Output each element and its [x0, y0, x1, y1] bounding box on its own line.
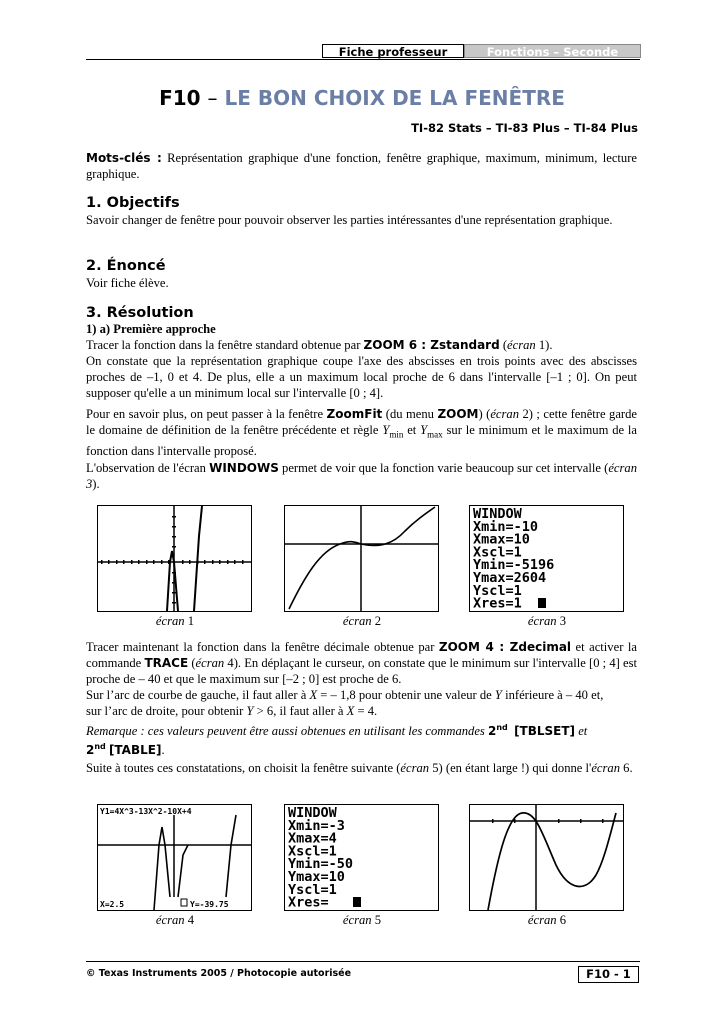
- p4-text-f: = – 1,8 pour obtenir une valeur de: [317, 688, 495, 702]
- zoom-zdecimal-command: ZOOM 4 : Zdecimal: [438, 640, 572, 654]
- caption-ecran-6: écran 6: [527, 913, 567, 927]
- caption-ecran-4: écran 4: [155, 913, 195, 927]
- p1-text-a: Tracer la fonction dans la fenêtre standard obtenue par: [86, 338, 364, 352]
- ymax-subscript: max: [427, 429, 443, 440]
- caption-ecran-5: écran 5: [342, 913, 382, 927]
- calculator-models: TI-82 Stats – TI-83 Plus – TI-84 Plus: [411, 121, 638, 135]
- p2-ecran: écran: [490, 407, 520, 421]
- p5-text-a: Suite à toutes ces constatations, on choisit la fenêtre suivante (: [86, 761, 401, 775]
- p4-text-g: inférieure à – 40 et,: [501, 688, 604, 702]
- window-line: Xscl=1: [473, 544, 522, 561]
- remark-paragraph: [86, 720, 637, 758]
- window-line: WINDOW: [473, 506, 522, 522]
- p5-ecran2: écran: [591, 761, 620, 775]
- section-enonce-text: Voir fiche élève.: [86, 276, 169, 290]
- key-2nd-b-sup: nd: [94, 742, 106, 752]
- p4-text-h: sur l’arc de droite, pour obtenir: [86, 704, 247, 718]
- calculator-screen-6: [469, 804, 624, 911]
- svg-text:X=2.5: X=2.5: [100, 900, 125, 909]
- window-line: Ymax=2604: [473, 570, 547, 586]
- p1-ecran: écran: [507, 338, 536, 352]
- window-line: Xmax=4: [288, 830, 337, 847]
- p5-text-b: 5) (en étant large !) qui donne l': [429, 761, 592, 775]
- calculator-screen-3-window: [469, 505, 624, 612]
- p3-ecran: écran 3: [86, 461, 638, 491]
- key-2nd-sup: nd: [496, 723, 508, 732]
- p3-text-c: ).: [92, 477, 100, 491]
- zoom-zstandard-command: ZOOM 6 : Zstandard: [363, 338, 500, 352]
- p4-text-c: (: [188, 656, 196, 670]
- title-dash: –: [207, 86, 218, 110]
- title-text: LE BON CHOIX DE LA FENÊTRE: [224, 86, 565, 110]
- window-line: Yscl=1: [288, 881, 337, 898]
- p4-x1: X: [309, 688, 318, 702]
- p3-text-b: permet de voir que la fonction varie beaucoup sur cet intervalle (: [278, 461, 609, 475]
- p1-text-d: On constate que la représentation graphique coupe l'axe des abscisses en trois points avec des abscisses proches de –1, 0 et 4. De plus, elle a un maximum local proche de 6 dans l'intervalle [–1 ; 0]. On peut supposer qu'elle a un minimum local sur l'intervalle [0 ; 4].: [86, 354, 637, 400]
- windows-command: WINDOWS: [209, 461, 279, 475]
- paragraph-zdecimal: [86, 639, 637, 719]
- paragraph-windows: [86, 460, 637, 492]
- p1-text-b: (: [499, 338, 508, 352]
- key-table: [TABLE]: [108, 743, 162, 758]
- calculator-screen-1: [97, 505, 252, 612]
- paragraph-choice-window: [86, 760, 637, 776]
- caption-ecran-3: écran 3: [527, 614, 567, 628]
- footer-divider: [86, 961, 640, 962]
- window-line: WINDOW: [288, 805, 337, 821]
- footer-page-number: F10 - 1: [578, 966, 639, 983]
- p4-y1: Y: [494, 688, 502, 702]
- p2-text-f: sur le minimum et le maximum de la fonction dans l'intervalle proposé.: [86, 423, 638, 458]
- key-tblset: [TBLSET]: [514, 724, 576, 739]
- svg-text:Y1=4X^3-13X^2-10X+4: Y1=4X^3-13X^2-10X+4: [100, 807, 192, 816]
- header-tag-fiche: Fiche professeur: [322, 44, 464, 58]
- caption-ecran-2: écran 2: [342, 614, 382, 628]
- calculator-screen-5-window: [284, 804, 439, 911]
- keywords-text: Représentation graphique d'une fonction, fenêtre graphique, maximum, minimum, lecture graphique.: [86, 151, 638, 181]
- p4-ecran: écran: [195, 656, 225, 670]
- p4-text-i: > 6, il faut aller à: [253, 704, 347, 718]
- p2-text-c: ) (: [478, 407, 491, 421]
- paragraph-zstandard: [86, 337, 637, 401]
- calculator-screen-4-trace: [97, 804, 252, 911]
- remark-text-a: Remarque : ces valeurs peuvent être aussi obtenues en utilisant les commandes: [86, 724, 488, 739]
- calculator-screen-2: [284, 505, 439, 612]
- section-enonce-title: 2. Énoncé: [86, 258, 166, 274]
- p2-text-e: et: [403, 423, 421, 437]
- p1-text-c: 1).: [535, 338, 553, 352]
- remark-text-c: .: [161, 743, 165, 758]
- p2-text-b: (du menu: [382, 407, 438, 421]
- window-line: Xmax=10: [473, 531, 530, 548]
- trace-command: TRACE: [144, 656, 189, 670]
- zoom-command: ZOOM: [437, 407, 479, 421]
- window-line: Xmin=-3: [288, 817, 345, 834]
- p4-text-b: et activer la commande: [86, 640, 637, 670]
- key-2nd: 2: [487, 724, 497, 739]
- zoomfit-command: ZoomFit: [326, 407, 383, 421]
- window-line: Yscl=1: [473, 582, 522, 599]
- window-line: Ymin=-5196: [473, 557, 555, 574]
- section-resolution-title: 3. Résolution: [86, 305, 194, 321]
- header-divider: [86, 59, 640, 60]
- window-line: Ymax=10: [288, 869, 345, 885]
- p2-text-a: Pour en savoir plus, on peut passer à la fenêtre: [86, 407, 327, 421]
- page-title: [0, 86, 724, 110]
- subsection-first-approach: 1) a) Première approche: [86, 322, 216, 336]
- footer-copyright: © Texas Instruments 2005 / Photocopie autorisée: [86, 968, 352, 979]
- section-objectifs-title: 1. Objectifs: [86, 195, 180, 211]
- p4-text-j: = 4.: [354, 704, 378, 718]
- p4-text-e: Sur l’arc de courbe de gauche, il faut aller à: [86, 688, 310, 702]
- p4-text-d: 4). En déplaçant le curseur, on constate que le minimum sur l'intervalle [0 ; 4] est proche de – 40 et que le maximum sur [–2 ; 0] est proche de 6.: [86, 656, 637, 686]
- p4-text-a: Tracer maintenant la fonction dans la fenêtre décimale obtenue par: [86, 640, 439, 654]
- key-2nd-b: 2: [86, 743, 95, 758]
- title-code: F10: [159, 86, 201, 110]
- ymax-symbol: Y: [420, 423, 428, 437]
- window-line: Xmin=-10: [473, 518, 539, 535]
- svg-text:Y=-39.75: Y=-39.75: [190, 900, 229, 909]
- keywords-label: Mots-clés :: [86, 151, 162, 165]
- ymin-subscript: min: [389, 429, 404, 440]
- p5-text-c: 6.: [620, 761, 633, 775]
- paragraph-zoomfit: [86, 406, 637, 459]
- header-tag-topic: Fonctions – Seconde: [464, 44, 641, 58]
- ymin-symbol: Y: [382, 423, 390, 437]
- p3-text-a: L'observation de l'écran: [86, 461, 210, 475]
- remark-text-b: et: [575, 724, 588, 739]
- p4-x2: X: [346, 704, 355, 718]
- p5-ecran: écran: [400, 761, 430, 775]
- section-objectifs-text: Savoir changer de fenêtre pour pouvoir observer les parties intéressantes d'une représentation graphique.: [86, 213, 613, 227]
- window-line: Xres=: [288, 894, 329, 910]
- p2-text-d: 2) ; cette fenêtre garde le domaine de définition de la fenêtre précédente et règle: [86, 407, 637, 437]
- keywords-paragraph: [86, 150, 637, 182]
- window-line: Xres=1: [473, 595, 522, 611]
- window-line: Xscl=1: [288, 843, 337, 860]
- caption-ecran-1: écran 1: [155, 614, 195, 628]
- window-line: Ymin=-50: [288, 856, 354, 873]
- p4-y2: Y: [246, 704, 254, 718]
